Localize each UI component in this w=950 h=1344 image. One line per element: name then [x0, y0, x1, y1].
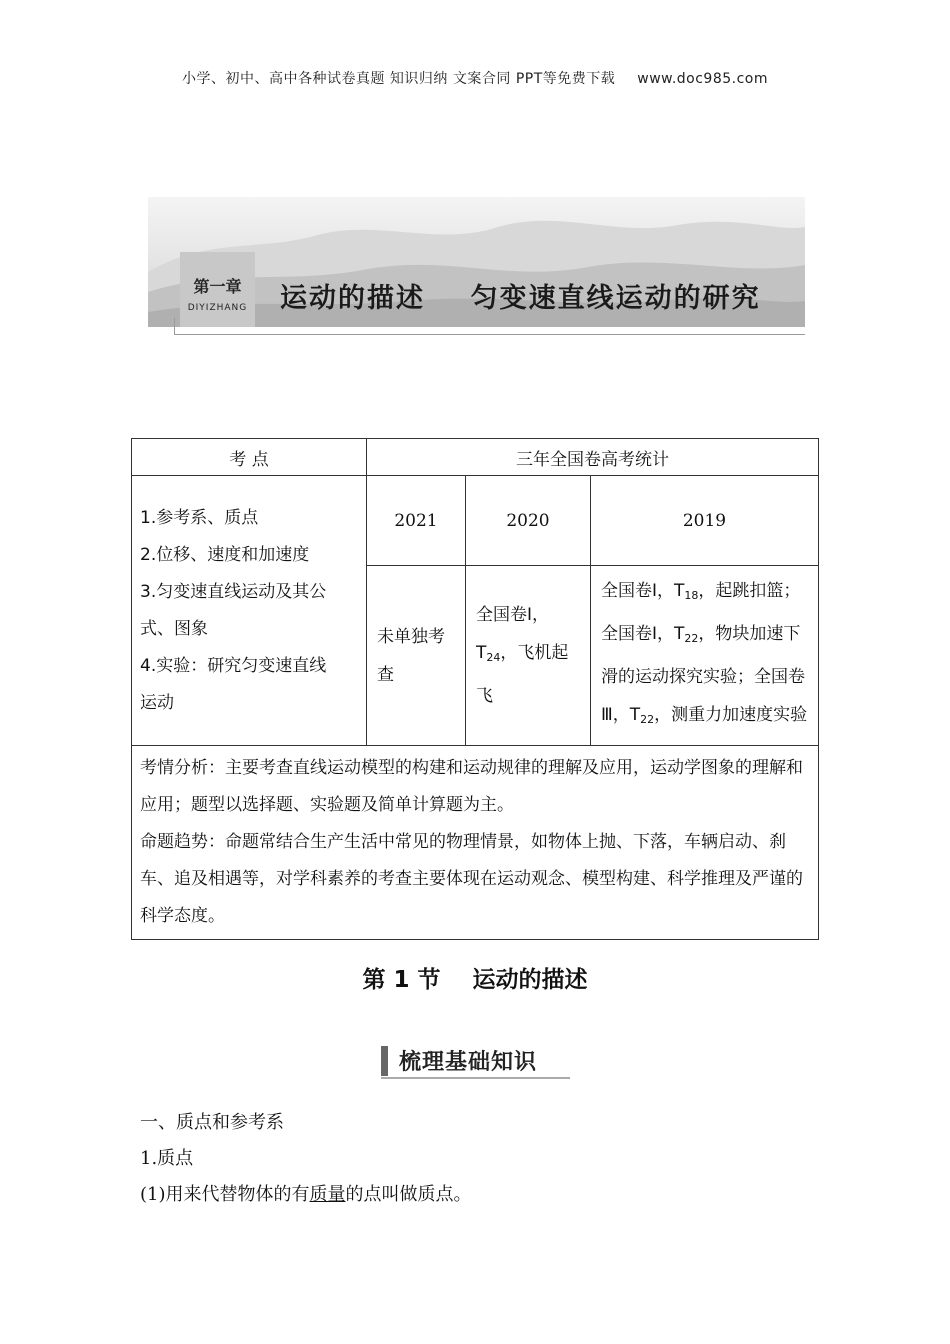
analysis-text: 考情分析：主要考查直线运动模型的构建和运动规律的理解及应用，运动学图象的理解和应用；题型以选择题、实验题及简单计算题为主。 [140, 758, 803, 815]
banner-tick [174, 318, 175, 335]
tag-underline [381, 1077, 570, 1079]
chapter-badge [180, 252, 255, 327]
header-stats: 三年全国卷高考统计 [367, 439, 819, 476]
header-text: 小学、初中、高中各种试卷真题 知识归纳 文案合同 PPT等免费下载 [181, 71, 616, 87]
tag-bar-icon [381, 1046, 388, 1076]
chapter-label: 第一章 [193, 277, 242, 296]
heading-2: 1.质点 [140, 1148, 194, 1169]
topic-item: 1.参考系、质点 [140, 507, 259, 528]
topic-item: 2.位移、速度和加速度 [140, 544, 310, 565]
topic-item: 式、图象 [140, 618, 208, 639]
cell-2019: 全国卷Ⅰ，$T_{18}$，起跳扣篮；全国卷Ⅰ，$T_{22}$，物块加速下滑的运动探究实验；全国卷Ⅲ，$T_{22}$，测重力加速度实验 [591, 566, 819, 746]
topic-item: 4.实验：研究匀变速直线 [140, 655, 327, 676]
banner-underline [175, 334, 805, 335]
year-2021: 2021 [367, 476, 466, 566]
page-header [0, 68, 950, 88]
year-2020: 2020 [466, 476, 591, 566]
header-topics: 考 点 [132, 439, 367, 476]
topic-item: 运动 [140, 692, 174, 713]
chapter-pinyin: DIYIZHANG [187, 303, 248, 313]
paragraph-1: (1)用来代替物体的有质量的点叫做质点。 [140, 1184, 472, 1205]
section-title: 第 1 节 运动的描述 [362, 967, 588, 993]
cell-2020: 全国卷Ⅰ，$T_{24}$，飞机起飞 [466, 566, 591, 746]
header-url[interactable]: www.doc985.com [637, 71, 769, 87]
cell-2021: 未单独考查 [367, 566, 466, 746]
chapter-title: 运动的描述 匀变速直线运动的研究 [280, 283, 761, 314]
analysis-cell [132, 746, 819, 940]
heading-1: 一、质点和参考系 [140, 1112, 284, 1133]
trend-text: 命题趋势：命题常结合生产生活中常见的物理情景，如物体上抛、下落，车辆启动、刹车、追及相遇等，对学科素养的考查主要体现在运动观念、模型构建、科学推理及严谨的科学态度。 [140, 832, 803, 926]
topic-item: 3.匀变速直线运动及其公 [140, 581, 327, 602]
tag-text: 梳理基础知识 [399, 1050, 538, 1075]
year-2019: 2019 [591, 476, 819, 566]
exam-stats-table [131, 438, 819, 940]
topics-cell [132, 476, 367, 746]
